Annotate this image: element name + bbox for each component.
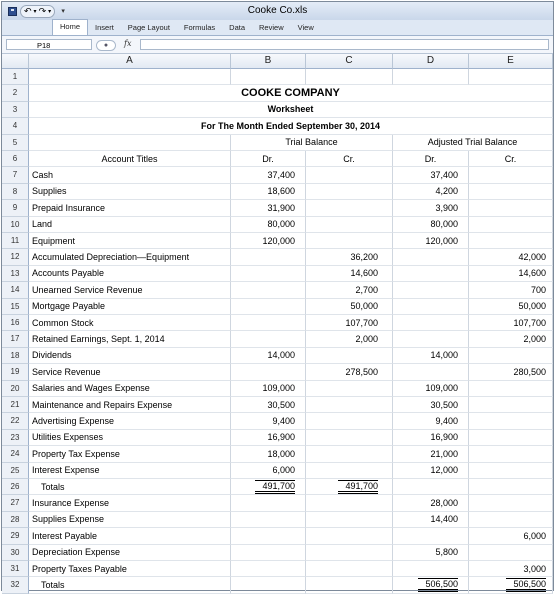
amount-cell-text: 107,700: [513, 317, 546, 328]
column-header-a[interactable]: A: [29, 54, 231, 69]
amount-cell-text: 491,700: [255, 480, 295, 494]
amount-cell-text: 36,200: [350, 252, 378, 263]
account-title[interactable]: [29, 200, 231, 216]
row-header[interactable]: 28: [2, 512, 29, 528]
amount-cell[interactable]: [306, 479, 393, 495]
row-header[interactable]: 11: [2, 233, 29, 249]
undo-icon[interactable]: ↶: [24, 5, 32, 16]
amount-cell[interactable]: [231, 364, 306, 380]
window-title: Cooke Co.xls: [247, 5, 308, 16]
amount-cell[interactable]: [231, 266, 306, 282]
atb-dr-header[interactable]: [393, 151, 469, 167]
total-marker: [252, 480, 296, 493]
amount-cell[interactable]: [469, 512, 553, 528]
row-header[interactable]: 4: [2, 118, 29, 134]
amount-cell[interactable]: [306, 381, 393, 397]
account-title[interactable]: [29, 495, 231, 511]
account-title-text: Interest Payable: [32, 530, 98, 541]
amount-cell[interactable]: [306, 184, 393, 200]
amount-cell[interactable]: [469, 331, 553, 347]
amount-cell[interactable]: [393, 200, 469, 216]
amount-cell-text: 6,000: [523, 530, 546, 541]
account-title-text: Utilities Expenses: [32, 432, 104, 443]
row-header[interactable]: 17: [2, 331, 29, 347]
excel-window: [1, 1, 554, 591]
amount-cell[interactable]: [393, 446, 469, 462]
amount-cell[interactable]: [393, 233, 469, 249]
row-header[interactable]: 29: [2, 528, 29, 544]
amount-cell-text: 700: [530, 284, 546, 295]
amount-cell[interactable]: [306, 233, 393, 249]
amount-cell[interactable]: [231, 577, 306, 593]
tab-home[interactable]: Home: [52, 19, 88, 35]
amount-cell[interactable]: [306, 167, 393, 183]
amount-cell[interactable]: [306, 512, 393, 528]
amount-cell[interactable]: [469, 561, 553, 577]
amount-cell[interactable]: [306, 561, 393, 577]
account-title[interactable]: [29, 249, 231, 265]
cell-empty[interactable]: [29, 135, 231, 151]
column-header-b[interactable]: B: [231, 54, 306, 69]
cell-empty[interactable]: [29, 69, 231, 85]
account-title-text: Common Stock: [32, 317, 94, 328]
amount-cell[interactable]: [469, 446, 553, 462]
row-header[interactable]: 25: [2, 463, 29, 479]
amount-cell[interactable]: [306, 200, 393, 216]
amount-cell[interactable]: [469, 282, 553, 298]
account-title[interactable]: [29, 561, 231, 577]
amount-cell[interactable]: [469, 479, 553, 495]
amount-cell-text: 9,400: [272, 416, 295, 427]
row-header[interactable]: 21: [2, 397, 29, 413]
amount-cell[interactable]: [231, 167, 306, 183]
account-title-text: Land: [32, 219, 53, 230]
atb-dr-header-text: Dr.: [424, 153, 437, 164]
amount-cell-text: 491,700: [338, 480, 378, 494]
amount-cell-text: 120,000: [262, 235, 295, 246]
formula-input[interactable]: [140, 39, 549, 50]
account-title-text: Dividends: [32, 350, 72, 361]
amount-cell[interactable]: [469, 184, 553, 200]
amount-cell[interactable]: [469, 348, 553, 364]
amount-cell-text: 109,000: [262, 383, 295, 394]
amount-cell[interactable]: [393, 528, 469, 544]
amount-cell[interactable]: [393, 167, 469, 183]
trial-balance-header[interactable]: [231, 135, 393, 151]
row-header[interactable]: 18: [2, 348, 29, 364]
amount-cell[interactable]: [306, 282, 393, 298]
amount-cell-text: 278,500: [345, 366, 378, 377]
account-title-text: Salaries and Wages Expense: [32, 383, 150, 394]
account-title-text: Totals: [41, 580, 65, 591]
account-title[interactable]: [29, 479, 231, 495]
account-title[interactable]: [29, 577, 231, 593]
amount-cell-text: 14,400: [430, 514, 458, 525]
amount-cell[interactable]: [469, 528, 553, 544]
amount-cell-text: 2,000: [523, 334, 546, 345]
amount-cell[interactable]: [231, 348, 306, 364]
period-line[interactable]: [29, 118, 553, 134]
amount-cell[interactable]: [469, 217, 553, 233]
amount-cell[interactable]: [393, 315, 469, 331]
amount-cell[interactable]: [469, 381, 553, 397]
account-title-text: Prepaid Insurance: [32, 202, 106, 213]
account-titles-header-text: Account Titles: [101, 153, 158, 164]
row-header[interactable]: 3: [2, 102, 29, 118]
amount-cell[interactable]: [469, 364, 553, 380]
account-title-text: Retained Earnings, Sept. 1, 2014: [32, 334, 165, 345]
amount-cell[interactable]: [306, 430, 393, 446]
chevron-down-icon[interactable]: ▾: [33, 8, 37, 15]
amount-cell[interactable]: [469, 495, 553, 511]
ribbon-tabs: [2, 20, 553, 36]
amount-cell[interactable]: [469, 413, 553, 429]
row-header[interactable]: 5: [2, 135, 29, 151]
amount-cell[interactable]: [393, 381, 469, 397]
amount-cell[interactable]: [306, 545, 393, 561]
cell-empty[interactable]: [231, 69, 306, 85]
row-header[interactable]: 31: [2, 561, 29, 577]
amount-cell-text: 21,000: [430, 448, 458, 459]
amount-cell[interactable]: [469, 397, 553, 413]
row-header[interactable]: 9: [2, 200, 29, 216]
amount-cell[interactable]: [231, 446, 306, 462]
account-title-text: Advertising Expense: [32, 416, 115, 427]
tab-review[interactable]: Review: [259, 23, 284, 32]
amount-cell[interactable]: [231, 233, 306, 249]
amount-cell[interactable]: [393, 249, 469, 265]
row-header[interactable]: 22: [2, 413, 29, 429]
amount-cell[interactable]: [306, 364, 393, 380]
amount-cell[interactable]: [306, 446, 393, 462]
account-title[interactable]: [29, 167, 231, 183]
account-title[interactable]: [29, 545, 231, 561]
account-title[interactable]: [29, 282, 231, 298]
amount-cell[interactable]: [306, 348, 393, 364]
amount-cell[interactable]: [306, 577, 393, 593]
trial-balance-header-text: Trial Balance: [285, 137, 338, 148]
amount-cell[interactable]: [469, 315, 553, 331]
amount-cell[interactable]: [231, 331, 306, 347]
amount-cell-text: 14,000: [430, 350, 458, 361]
row-header[interactable]: 8: [2, 184, 29, 200]
amount-cell[interactable]: [393, 463, 469, 479]
tab-data[interactable]: Data: [229, 23, 246, 32]
cell-empty[interactable]: [393, 69, 469, 85]
amount-cell[interactable]: [469, 167, 553, 183]
amount-cell-text: 2,700: [355, 284, 378, 295]
tb-dr-header-text: Dr.: [262, 153, 274, 164]
account-title[interactable]: [29, 430, 231, 446]
adjusted-trial-balance-header-text: Adjusted Trial Balance: [427, 137, 518, 148]
amount-cell[interactable]: [393, 413, 469, 429]
amount-cell[interactable]: [393, 561, 469, 577]
amount-cell[interactable]: [469, 200, 553, 216]
row-header[interactable]: 13: [2, 266, 29, 282]
amount-cell[interactable]: [469, 577, 553, 593]
account-title[interactable]: [29, 446, 231, 462]
redo-icon[interactable]: ↷: [38, 5, 47, 16]
amount-cell[interactable]: [231, 249, 306, 265]
account-title-text: Mortgage Payable: [32, 301, 106, 312]
amount-cell[interactable]: [469, 233, 553, 249]
amount-cell[interactable]: [393, 184, 469, 200]
amount-cell[interactable]: [469, 463, 553, 479]
account-title[interactable]: [29, 512, 231, 528]
customize-toolbar-icon[interactable]: ▾: [61, 8, 65, 15]
account-title-text: Property Tax Expense: [32, 448, 120, 459]
amount-cell-text: 31,900: [267, 202, 295, 213]
account-title-text: Maintenance and Repairs Expense: [32, 399, 173, 410]
amount-cell-text: 16,900: [267, 432, 295, 443]
amount-cell-text: 9,400: [435, 416, 458, 427]
account-title[interactable]: [29, 528, 231, 544]
amount-cell-text: 80,000: [267, 219, 295, 230]
column-header-c[interactable]: C: [306, 54, 393, 69]
title-bar: [2, 2, 553, 20]
amount-cell-text: 12,000: [430, 465, 458, 476]
tab-insert[interactable]: Insert: [95, 23, 114, 32]
row-header[interactable]: 23: [2, 430, 29, 446]
amount-cell-text: 4,200: [435, 186, 458, 197]
amount-cell-text: 16,900: [430, 432, 458, 443]
row-header[interactable]: 26: [2, 479, 29, 495]
amount-cell-text: 18,000: [267, 448, 295, 459]
account-title-text: Cash: [32, 170, 54, 181]
amount-cell[interactable]: [231, 528, 306, 544]
fx-icon[interactable]: fx: [124, 39, 132, 48]
column-header-e[interactable]: E: [469, 54, 553, 69]
period-line-text: For The Month Ended September 30, 2014: [200, 120, 381, 131]
amount-cell[interactable]: [469, 545, 553, 561]
row-header[interactable]: 1: [2, 69, 29, 85]
amount-cell[interactable]: [306, 413, 393, 429]
formula-controls[interactable]: ●: [96, 40, 116, 51]
document-title[interactable]: [29, 102, 553, 118]
amount-cell[interactable]: [306, 528, 393, 544]
company-name-text: COOKE COMPANY: [241, 87, 340, 100]
amount-cell[interactable]: [306, 217, 393, 233]
row-header[interactable]: 20: [2, 381, 29, 397]
amount-cell[interactable]: [393, 397, 469, 413]
account-title[interactable]: [29, 463, 231, 479]
amount-cell[interactable]: [231, 512, 306, 528]
amount-cell-text: 14,600: [518, 268, 546, 279]
account-title-text: Supplies Expense: [32, 514, 105, 525]
amount-cell[interactable]: [393, 512, 469, 528]
amount-cell[interactable]: [469, 430, 553, 446]
account-title[interactable]: [29, 397, 231, 413]
account-title[interactable]: [29, 315, 231, 331]
amount-cell[interactable]: [231, 413, 306, 429]
amount-cell-text: 37,400: [430, 170, 458, 181]
row-header[interactable]: 15: [2, 299, 29, 315]
amount-cell-text: 14,000: [267, 350, 295, 361]
amount-cell[interactable]: [231, 397, 306, 413]
amount-cell[interactable]: [469, 299, 553, 315]
amount-cell[interactable]: [393, 577, 469, 593]
chevron-down-icon[interactable]: ▾: [48, 8, 52, 15]
amount-cell-text: 3,900: [435, 202, 458, 213]
document-title-text: Worksheet: [267, 104, 314, 115]
amount-cell-text: 80,000: [430, 219, 458, 230]
amount-cell-text: 109,000: [425, 383, 458, 394]
amount-cell-text: 37,400: [267, 170, 295, 181]
row-header[interactable]: 14: [2, 282, 29, 298]
account-title[interactable]: [29, 381, 231, 397]
account-title[interactable]: [29, 266, 231, 282]
amount-cell[interactable]: [306, 315, 393, 331]
amount-cell-text: 506,500: [506, 578, 546, 592]
amount-cell[interactable]: [231, 463, 306, 479]
amount-cell[interactable]: [393, 545, 469, 561]
amount-cell-text: 50,000: [518, 301, 546, 312]
amount-cell[interactable]: [231, 495, 306, 511]
account-title-text: Accumulated Depreciation—Equipment: [32, 252, 190, 263]
amount-cell[interactable]: [231, 217, 306, 233]
tb-cr-header[interactable]: [306, 151, 393, 167]
amount-cell[interactable]: [306, 397, 393, 413]
account-title-text: Accounts Payable: [32, 268, 105, 279]
account-title[interactable]: [29, 184, 231, 200]
row-header[interactable]: 2: [2, 85, 29, 101]
amount-cell-text: 50,000: [350, 301, 378, 312]
amount-cell[interactable]: [231, 184, 306, 200]
account-title[interactable]: [29, 364, 231, 380]
name-box[interactable]: P18: [6, 39, 92, 50]
amount-cell[interactable]: [469, 249, 553, 265]
amount-cell[interactable]: [231, 299, 306, 315]
amount-cell[interactable]: [393, 479, 469, 495]
amount-cell[interactable]: [306, 266, 393, 282]
row-header[interactable]: 32: [2, 577, 29, 593]
row-header[interactable]: 10: [2, 217, 29, 233]
row-header[interactable]: 6: [2, 151, 29, 167]
row-header[interactable]: 27: [2, 495, 29, 511]
account-title-text: Supplies: [32, 186, 67, 197]
amount-cell[interactable]: [231, 200, 306, 216]
tb-cr-header-text: Cr.: [343, 153, 355, 164]
amount-cell-text: 3,000: [523, 563, 546, 574]
row-header[interactable]: 7: [2, 167, 29, 183]
amount-cell-text: 30,500: [430, 399, 458, 410]
amount-cell[interactable]: [393, 299, 469, 315]
row-header[interactable]: 19: [2, 364, 29, 380]
amount-cell-text: 42,000: [518, 252, 546, 263]
amount-cell[interactable]: [231, 381, 306, 397]
amount-cell-text: 18,600: [267, 186, 295, 197]
atb-cr-header-text: Cr.: [504, 153, 517, 164]
account-title[interactable]: [29, 348, 231, 364]
amount-cell[interactable]: [393, 331, 469, 347]
amount-cell-text: 28,000: [430, 498, 458, 509]
account-title-text: Interest Expense: [32, 465, 100, 476]
tab-view[interactable]: View: [297, 23, 314, 32]
amount-cell[interactable]: [306, 249, 393, 265]
account-title-text: Unearned Service Revenue: [32, 284, 143, 295]
select-all-corner[interactable]: [2, 54, 29, 69]
account-title-text: Depreciation Expense: [32, 547, 121, 558]
amount-cell-text: 30,500: [267, 399, 295, 410]
row-header[interactable]: 12: [2, 249, 29, 265]
account-title-text: Property Taxes Payable: [32, 563, 127, 574]
account-titles-header[interactable]: [29, 151, 231, 167]
tab-formulas[interactable]: Formulas: [183, 23, 216, 32]
account-title-text: Service Revenue: [32, 366, 101, 377]
amount-cell[interactable]: [231, 430, 306, 446]
cell-empty[interactable]: [306, 69, 393, 85]
amount-cell[interactable]: [469, 266, 553, 282]
amount-cell-text: 280,500: [513, 366, 546, 377]
amount-cell[interactable]: [231, 282, 306, 298]
account-title-text: Totals: [41, 481, 65, 492]
tab-page-layout[interactable]: Page Layout: [127, 23, 170, 32]
amount-cell[interactable]: [306, 495, 393, 511]
account-title[interactable]: [29, 331, 231, 347]
amount-cell[interactable]: [306, 463, 393, 479]
tb-dr-header[interactable]: [231, 151, 306, 167]
amount-cell-text: 2,000: [355, 334, 378, 345]
cell-empty[interactable]: [469, 69, 553, 85]
adjusted-trial-balance-header[interactable]: [393, 135, 553, 151]
account-title[interactable]: [29, 299, 231, 315]
amount-cell[interactable]: [393, 217, 469, 233]
amount-cell-text: 14,600: [350, 268, 378, 279]
amount-cell[interactable]: [231, 545, 306, 561]
row-header[interactable]: 24: [2, 446, 29, 462]
amount-cell[interactable]: [306, 299, 393, 315]
row-header[interactable]: 30: [2, 545, 29, 561]
account-title-text: Equipment: [32, 235, 76, 246]
company-name[interactable]: [29, 85, 553, 101]
formula-bar: [2, 36, 553, 54]
account-title[interactable]: [29, 233, 231, 249]
amount-cell[interactable]: [393, 266, 469, 282]
amount-cell[interactable]: [393, 430, 469, 446]
account-title[interactable]: [29, 413, 231, 429]
amount-cell[interactable]: [393, 495, 469, 511]
amount-cell-text: 506,500: [418, 578, 458, 592]
row-header[interactable]: 16: [2, 315, 29, 331]
account-title-text: Insurance Expense: [32, 498, 110, 509]
amount-cell[interactable]: [393, 282, 469, 298]
amount-cell-text: 5,800: [435, 547, 458, 558]
amount-cell[interactable]: [231, 315, 306, 331]
amount-cell[interactable]: [306, 331, 393, 347]
amount-cell[interactable]: [231, 561, 306, 577]
amount-cell-text: 6,000: [272, 465, 295, 476]
amount-cell[interactable]: [393, 348, 469, 364]
amount-cell-text: 107,700: [345, 317, 378, 328]
account-title[interactable]: [29, 217, 231, 233]
column-header-d[interactable]: D: [393, 54, 469, 69]
atb-cr-header[interactable]: [469, 151, 553, 167]
amount-cell-text: 120,000: [425, 235, 458, 246]
amount-cell[interactable]: [393, 364, 469, 380]
